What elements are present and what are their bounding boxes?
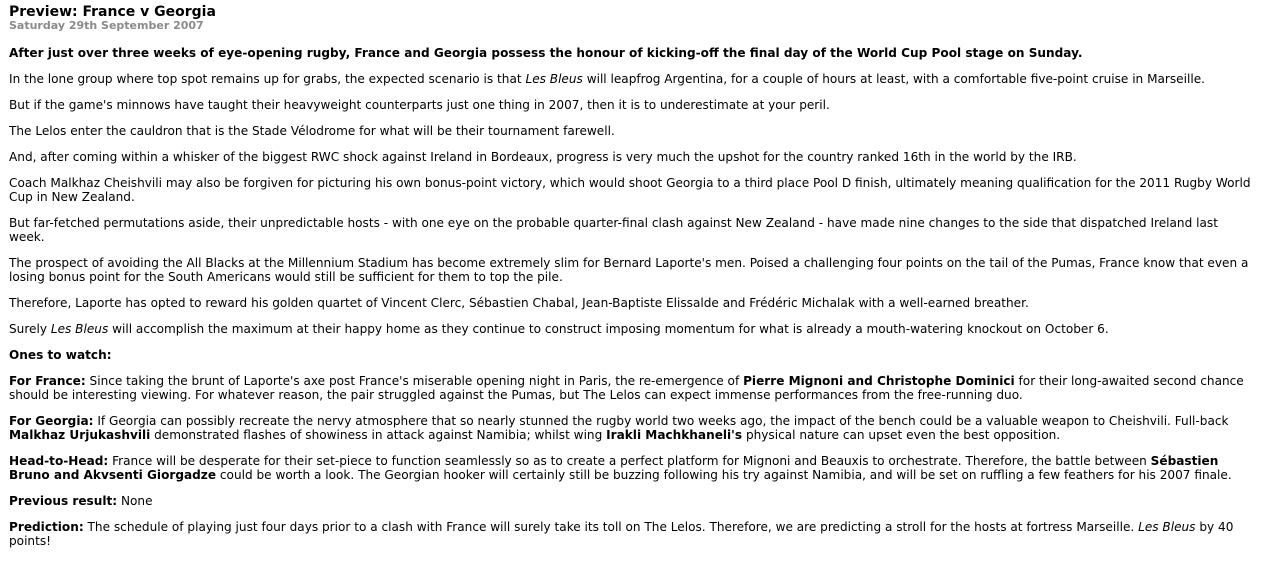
paragraph-4: And, after coming within a whisker of the biggest RWC shock against Ireland in Bordeaux, progress is very much the upshot for the country ranked 16th in the world by the IRB. xyxy=(9,150,1077,164)
france-section xyxy=(9,374,1257,402)
player-name: Malkhaz Urjukashvili xyxy=(9,428,151,442)
section-label: Previous result: xyxy=(9,494,118,508)
emphasis: Les Bleus xyxy=(50,322,109,336)
text: for their long-awaited second chance should be interesting viewing. For whatever reason, the pair struggled against the Pumas, but The Lelos can expect immense performances from the free-running duo. xyxy=(9,374,1244,402)
text: In the lone group where top spot remains up for grabs, the expected scenario is that xyxy=(9,72,526,86)
paragraph-9 xyxy=(9,322,1257,336)
previous-result xyxy=(9,494,1257,508)
article xyxy=(9,4,1257,560)
text: Since taking the brunt of Laporte's axe post France's miserable opening night in Paris, the re-emergence of xyxy=(85,374,744,388)
article-lead: After just over three weeks of eye-opening rugby, France and Georgia possess the honour of kicking-off the final day of the World Cup Pool stage on Sunday. xyxy=(9,46,1083,60)
paragraph-7: The prospect of avoiding the All Blacks at the Millennium Stadium has become extremely slim for Bernard Laporte's men. Poised a challenging four points on the tail of the Pumas, France know that even a losing bonus point for the South Americans would still be sufficient for them to top the pile. xyxy=(9,256,1249,284)
paragraph-8: Therefore, Laporte has opted to reward his golden quartet of Vincent Clerc, Sébastien Chabal, Jean-Baptiste Elissalde and Frédéric Michalak with a well-earned breather. xyxy=(9,296,1029,310)
article-title: Preview: France v Georgia xyxy=(9,4,216,20)
head-to-head-section xyxy=(9,454,1257,482)
text: by 40 points! xyxy=(9,520,1234,548)
paragraph-1 xyxy=(9,72,1257,86)
previous-result-value: None xyxy=(117,494,153,508)
text: could be worth a look. The Georgian hooker will certainly still be buzzing following his try against Namibia, and will be set on ruffling a few feathers for his 2007 finale. xyxy=(216,468,1232,482)
georgia-section xyxy=(9,414,1257,442)
text: will leapfrog Argentina, for a couple of hours at least, with a comfortable five-point cruise in Marseille. xyxy=(582,72,1205,86)
text: demonstrated flashes of showiness in attack against Namibia; whilst wing xyxy=(150,428,607,442)
paragraph-6: But far-fetched permutations aside, their unpredictable hosts - with one eye on the probable quarter-final clash against New Zealand - have made nine changes to the side that dispatched Ireland last week. xyxy=(9,216,1218,244)
section-label: Prediction: xyxy=(9,520,84,534)
emphasis: Les Bleus xyxy=(1138,520,1196,534)
section-label: For Georgia: xyxy=(9,414,94,428)
ones-to-watch-heading xyxy=(9,348,1257,362)
text: If Georgia can possibly recreate the nervy atmosphere that so nearly stunned the rugby world two weeks ago, the impact of the bench could be a valuable weapon to Cheishvili. Full-back xyxy=(93,414,1229,428)
paragraph-5: Coach Malkhaz Cheishvili may also be forgiven for picturing his own bonus-point victory, which would shoot Georgia to a third place Pool D finish, ultimately meaning qualification for the 2011 Rugby World Cup in New Zealand. xyxy=(9,176,1251,204)
player-name: Irakli Machkhaneli's xyxy=(606,428,743,442)
emphasis: Les Bleus xyxy=(525,72,583,86)
text: France will be desperate for their set-piece to function seamlessly so as to create a perfect platform for Mignoni and Beauxis to orchestrate. Therefore, the battle between xyxy=(108,454,1151,468)
player-names: Sébastien Bruno and Akvsenti Giorgadze xyxy=(9,454,1219,482)
text: will accomplish the maximum at their happy home as they continue to construct imposing momentum for what is already a mouth-watering knockout on October 6. xyxy=(108,322,1109,336)
text: The schedule of playing just four days prior to a clash with France will surely take its toll on The Lelos. Therefore, we are predicting a stroll for the hosts at fortress Marseille. xyxy=(83,520,1139,534)
article-date: Saturday 29th September 2007 xyxy=(9,19,204,32)
section-label: Head-to-Head: xyxy=(9,454,109,468)
player-names: Pierre Mignoni and Christophe Dominici xyxy=(743,374,1015,388)
paragraph-3: The Lelos enter the cauldron that is the Stade Vélodrome for what will be their tournament farewell. xyxy=(9,124,615,138)
prediction-section xyxy=(9,520,1257,548)
heading-text: Ones to watch: xyxy=(9,348,112,362)
text: physical nature can upset even the best opposition. xyxy=(742,428,1061,442)
section-label: For France: xyxy=(9,374,86,388)
paragraph-2: But if the game's minnows have taught their heavyweight counterparts just one thing in 2007, then it is to underestimate at your peril. xyxy=(9,98,830,112)
text: Surely xyxy=(9,322,51,336)
